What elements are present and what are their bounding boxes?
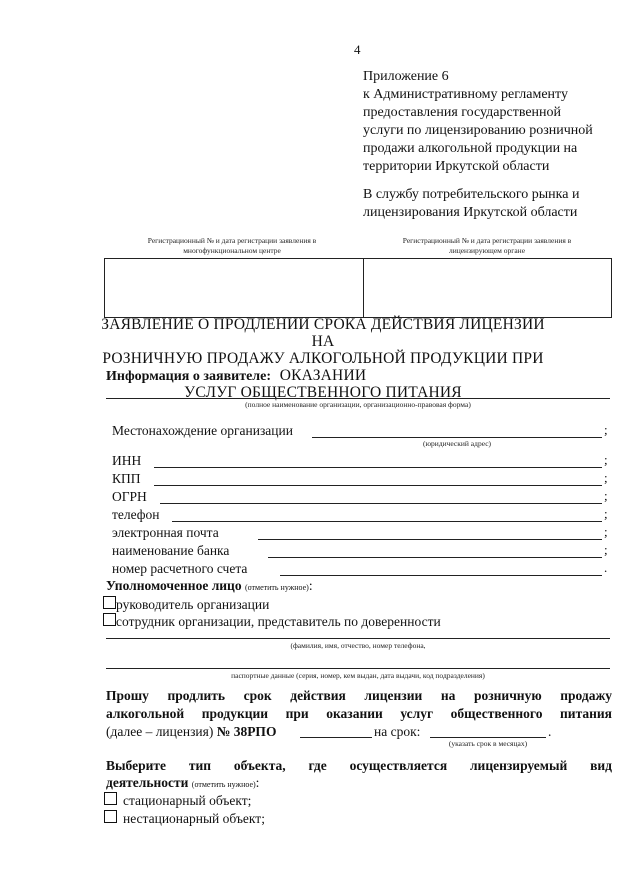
ogrn-field[interactable] bbox=[160, 503, 602, 504]
authorized-note: (отметить нужное) bbox=[244, 583, 309, 592]
field-end: ; bbox=[604, 488, 608, 503]
license-number-prefix: № 38РПО bbox=[216, 724, 277, 739]
object-note: (отметить нужное) bbox=[191, 780, 256, 789]
registration-box-divider bbox=[363, 259, 364, 317]
bank-field[interactable] bbox=[268, 557, 602, 558]
term-caption: (указать срок в месяцах) bbox=[448, 739, 528, 748]
title-line: ЗАЯВЛЕНИЕ О ПРОДЛЕНИИ СРОКА ДЕЙСТВИЯ ЛИЦЕНЗИИ НА bbox=[101, 316, 545, 350]
authorized-person-field[interactable] bbox=[106, 638, 610, 639]
applicant-heading: Информация о заявителе: bbox=[106, 369, 272, 384]
term-label: на срок: bbox=[374, 724, 421, 739]
location-field[interactable] bbox=[312, 437, 602, 438]
request-prefix: (далее – лицензия) bbox=[106, 724, 217, 739]
registration-label-line: многофункциональном центре bbox=[183, 246, 281, 255]
registration-label-line: Регистрационный № и дата регистрации заявления в bbox=[402, 236, 572, 245]
appendix-line: к Административному регламенту bbox=[363, 87, 568, 102]
appendix-line: услуги по лицензированию розничной bbox=[363, 123, 593, 138]
authorized-heading bbox=[106, 578, 313, 594]
object-heading-line-2 bbox=[106, 775, 259, 791]
object-option-nonstationary bbox=[104, 810, 265, 827]
field-end: ; bbox=[604, 506, 608, 521]
request-text: Прошу продлить срок действия лицензии на розничную продажу bbox=[106, 688, 612, 703]
location-label: Местонахождение организации bbox=[112, 423, 293, 438]
field-end: ; bbox=[604, 542, 608, 557]
object-heading-text: Выберите тип объекта, где осуществляется лицензируемый вид bbox=[106, 758, 612, 773]
object-colon: : bbox=[255, 775, 260, 790]
field-end: . bbox=[604, 560, 608, 575]
request-text: алкогольной продукции при оказании услуг общественного питания bbox=[106, 706, 612, 721]
title-line: РОЗНИЧНУЮ ПРОДАЖУ АЛКОГОЛЬНОЙ ПРОДУКЦИИ ПРИ ОКАЗАНИИ bbox=[102, 350, 544, 384]
email-field[interactable] bbox=[258, 539, 602, 540]
checkbox[interactable] bbox=[103, 613, 116, 626]
checkbox[interactable] bbox=[103, 596, 116, 609]
email-label: электронная почта bbox=[112, 525, 219, 540]
object-heading-text: деятельности bbox=[106, 775, 189, 790]
license-number-field[interactable] bbox=[300, 737, 372, 738]
registration-label-line: Регистрационный № и дата регистрации заявления в bbox=[147, 236, 317, 245]
term-field[interactable] bbox=[430, 737, 546, 738]
option-label: стационарный объект; bbox=[123, 793, 252, 808]
object-heading-line-1 bbox=[106, 757, 612, 775]
term-end: . bbox=[548, 724, 552, 739]
phone-label: телефон bbox=[112, 507, 160, 522]
addressee bbox=[363, 186, 623, 222]
location-caption: (юридический адрес) bbox=[422, 439, 492, 448]
title-line: УСЛУГ ОБЩЕСТВЕННОГО ПИТАНИЯ bbox=[184, 384, 462, 401]
registration-label-authority bbox=[364, 236, 610, 256]
field-end: ; bbox=[604, 524, 608, 539]
appendix-line: предоставления государственной bbox=[363, 105, 562, 120]
inn-label: ИНН bbox=[112, 453, 142, 468]
authorized-caption-2: паспортные данные (серия, номер, кем выдан, дата выдачи, код подразделения) bbox=[231, 671, 485, 680]
full-name-field[interactable] bbox=[106, 398, 610, 399]
kpp-field[interactable] bbox=[154, 485, 602, 486]
account-label: номер расчетного счета bbox=[112, 561, 248, 576]
object-option-stationary bbox=[104, 792, 251, 809]
option-label: руководитель организации bbox=[116, 597, 270, 612]
option-label: сотрудник организации, представитель по доверенности bbox=[116, 614, 441, 629]
checkbox[interactable] bbox=[104, 792, 117, 805]
authorized-caption-1: (фамилия, имя, отчество, номер телефона, bbox=[290, 641, 426, 650]
full-name-caption: (полное наименование организации, организационно-правовая форма) bbox=[245, 400, 471, 409]
location-end: ; bbox=[604, 422, 608, 437]
appendix-line: территории Иркутской области bbox=[363, 159, 550, 174]
authorized-option-head bbox=[103, 596, 269, 613]
registration-label-line: лицензирующем органе bbox=[448, 246, 526, 255]
request-line-2 bbox=[106, 705, 612, 723]
addressee-line: лицензирования Иркутской области bbox=[363, 205, 578, 220]
appendix-line: продажи алкогольной продукции на bbox=[363, 141, 578, 156]
registration-label-mfc bbox=[106, 236, 358, 256]
request-line-1 bbox=[106, 687, 612, 705]
checkbox[interactable] bbox=[104, 810, 117, 823]
document-title bbox=[100, 316, 546, 401]
kpp-label: КПП bbox=[112, 471, 141, 486]
passport-field[interactable] bbox=[106, 668, 610, 669]
inn-field[interactable] bbox=[154, 467, 602, 468]
appendix-note bbox=[363, 68, 623, 176]
authorized-colon: : bbox=[308, 578, 313, 593]
authorized-option-employee bbox=[103, 613, 441, 630]
registration-box bbox=[104, 258, 612, 318]
field-end: ; bbox=[604, 470, 608, 485]
phone-field[interactable] bbox=[172, 521, 602, 522]
authorized-heading-text: Уполномоченное лицо bbox=[106, 578, 242, 593]
option-label: нестационарный объект; bbox=[123, 811, 265, 826]
account-field[interactable] bbox=[280, 575, 602, 576]
page-number: 4 bbox=[354, 42, 361, 57]
bank-label: наименование банка bbox=[112, 543, 230, 558]
field-end: ; bbox=[604, 452, 608, 467]
appendix-line: Приложение 6 bbox=[363, 69, 449, 84]
ogrn-label: ОГРН bbox=[112, 489, 147, 504]
addressee-line: В службу потребительского рынка и bbox=[363, 187, 580, 202]
